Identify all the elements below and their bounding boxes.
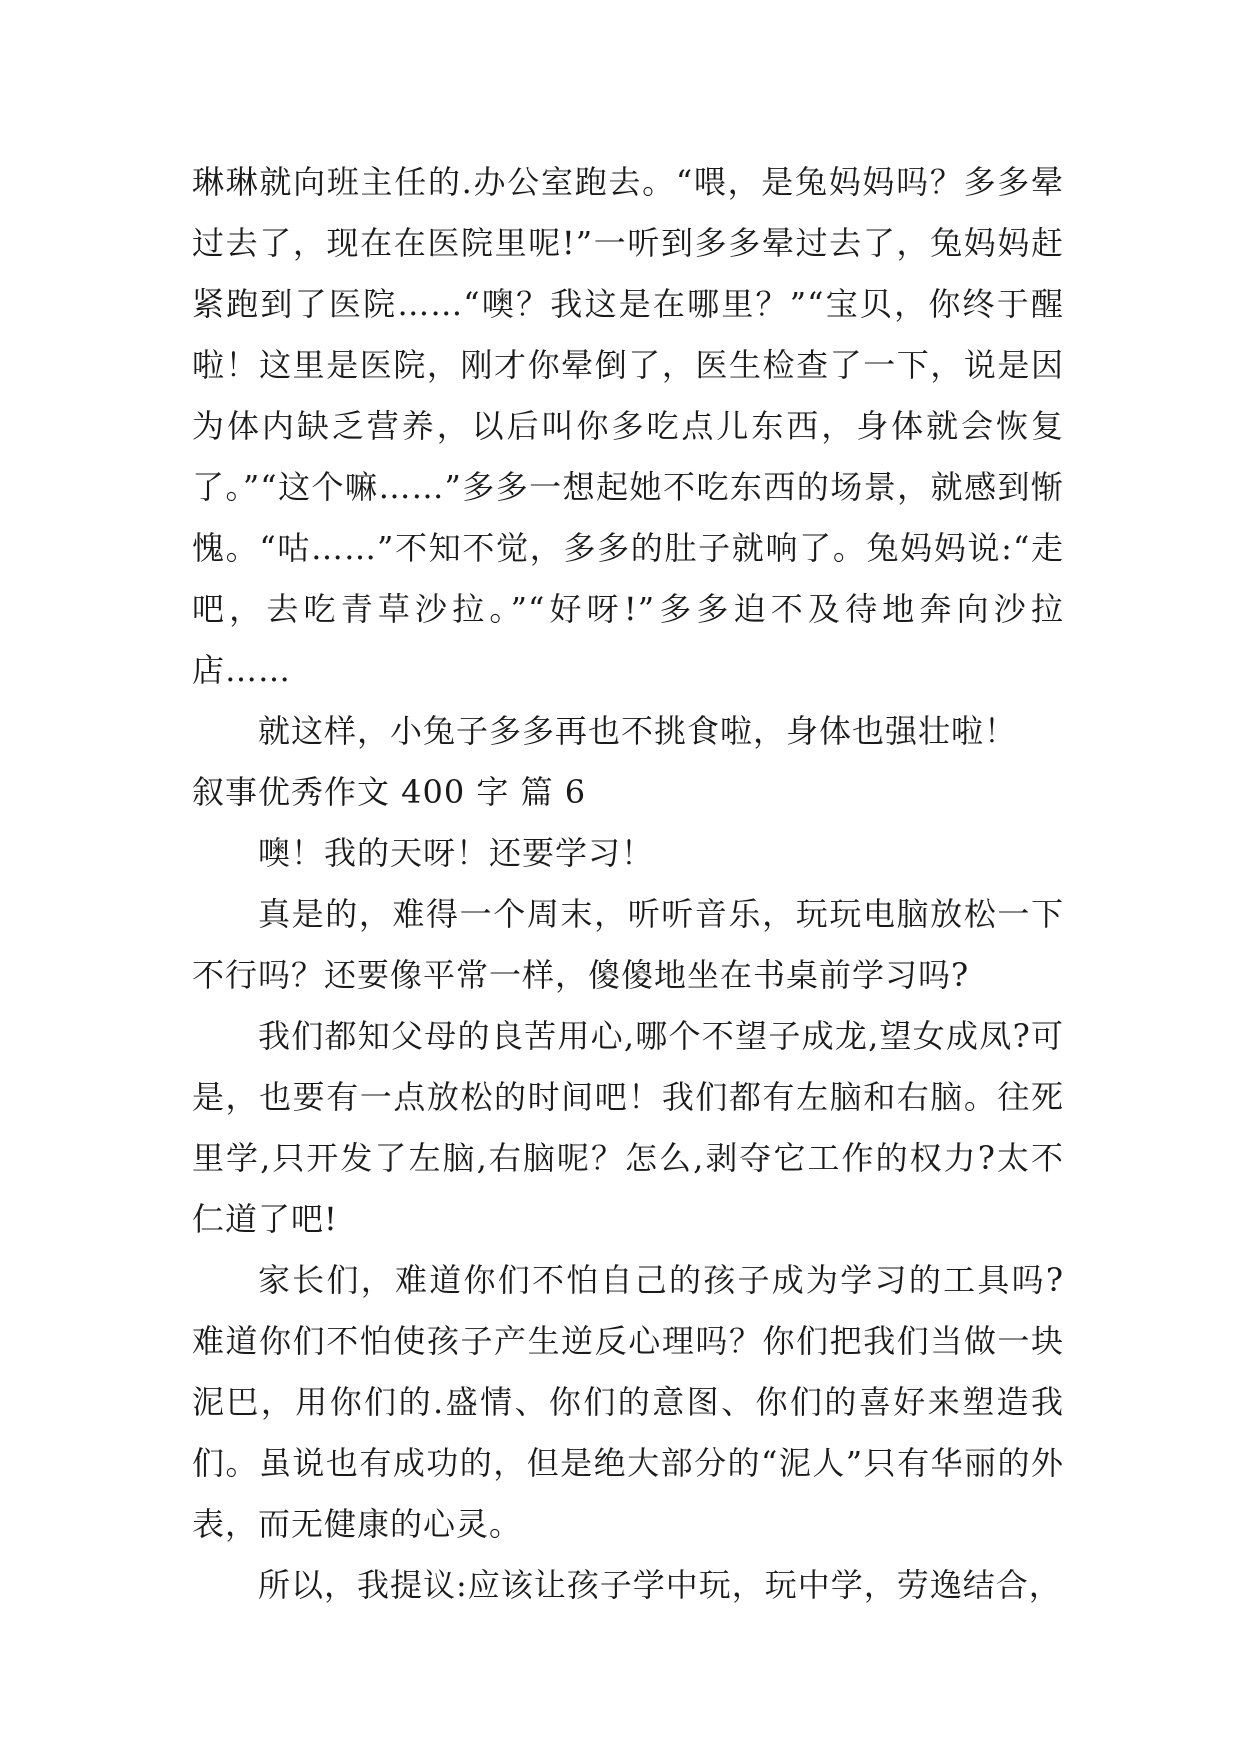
document-page [192,152,1064,1616]
paragraph-4: 真是的，难得一个周末，听听音乐，玩玩电脑放松一下不行吗？还要像平常一样，傻傻地坐在书桌前学习吗? [192,895,1064,994]
paragraph-5: 我们都知父母的良苦用心,哪个不望子成龙,望女成凤?可是，也要有一点放松的时间吧！我们都有左脑和右脑。往死里学,只开发了左脑,右脑呢？怎么,剥夺它工作的权力?太不仁道了吧! [192,1017,1064,1238]
section-heading: 叙事优秀作文 400 字 篇 6 [192,773,587,811]
paragraph-1: 琳琳就向班主任的.办公室跑去。“喂，是兔妈妈吗？多多晕过去了，现在在医院里呢!”一听到多多晕过去了，兔妈妈赶紧跑到了医院……“噢？我这是在哪里？”“宝贝，你终于醒啦！这里是医院，刚才你晕倒了，医生检查了一下，说是因为体内缺乏营养，以后叫你多吃点儿东西，身体就会恢复了。”“这个嘛……”多多一想起她不吃东西的场景，就感到惭愧。“咕……”不知不觉，多多的肚子就响了。兔妈妈说:“走吧，去吃青草沙拉。”“好呀!”多多迫不及待地奔向沙拉店…… [192,163,1064,689]
paragraph-7: 所以，我提议:应该让孩子学中玩，玩中学，劳逸结合， [258,1566,1062,1604]
paragraph-3: 噢！我的天呀！还要学习！ [258,834,655,872]
paragraph-6: 家长们，难道你们不怕自己的孩子成为学习的工具吗?难道你们不怕使孩子产生逆反心理吗？你们把我们当做一块泥巴，用你们的.盛情、你们的意图、你们的喜好来塑造我们。虽说也有成功的，但是绝大部分的“泥人”只有华丽的外表，而无健康的心灵。 [192,1261,1064,1543]
paragraph-2: 就这样，小兔子多多再也不挑食啦，身体也强壮啦！ [258,712,1018,750]
